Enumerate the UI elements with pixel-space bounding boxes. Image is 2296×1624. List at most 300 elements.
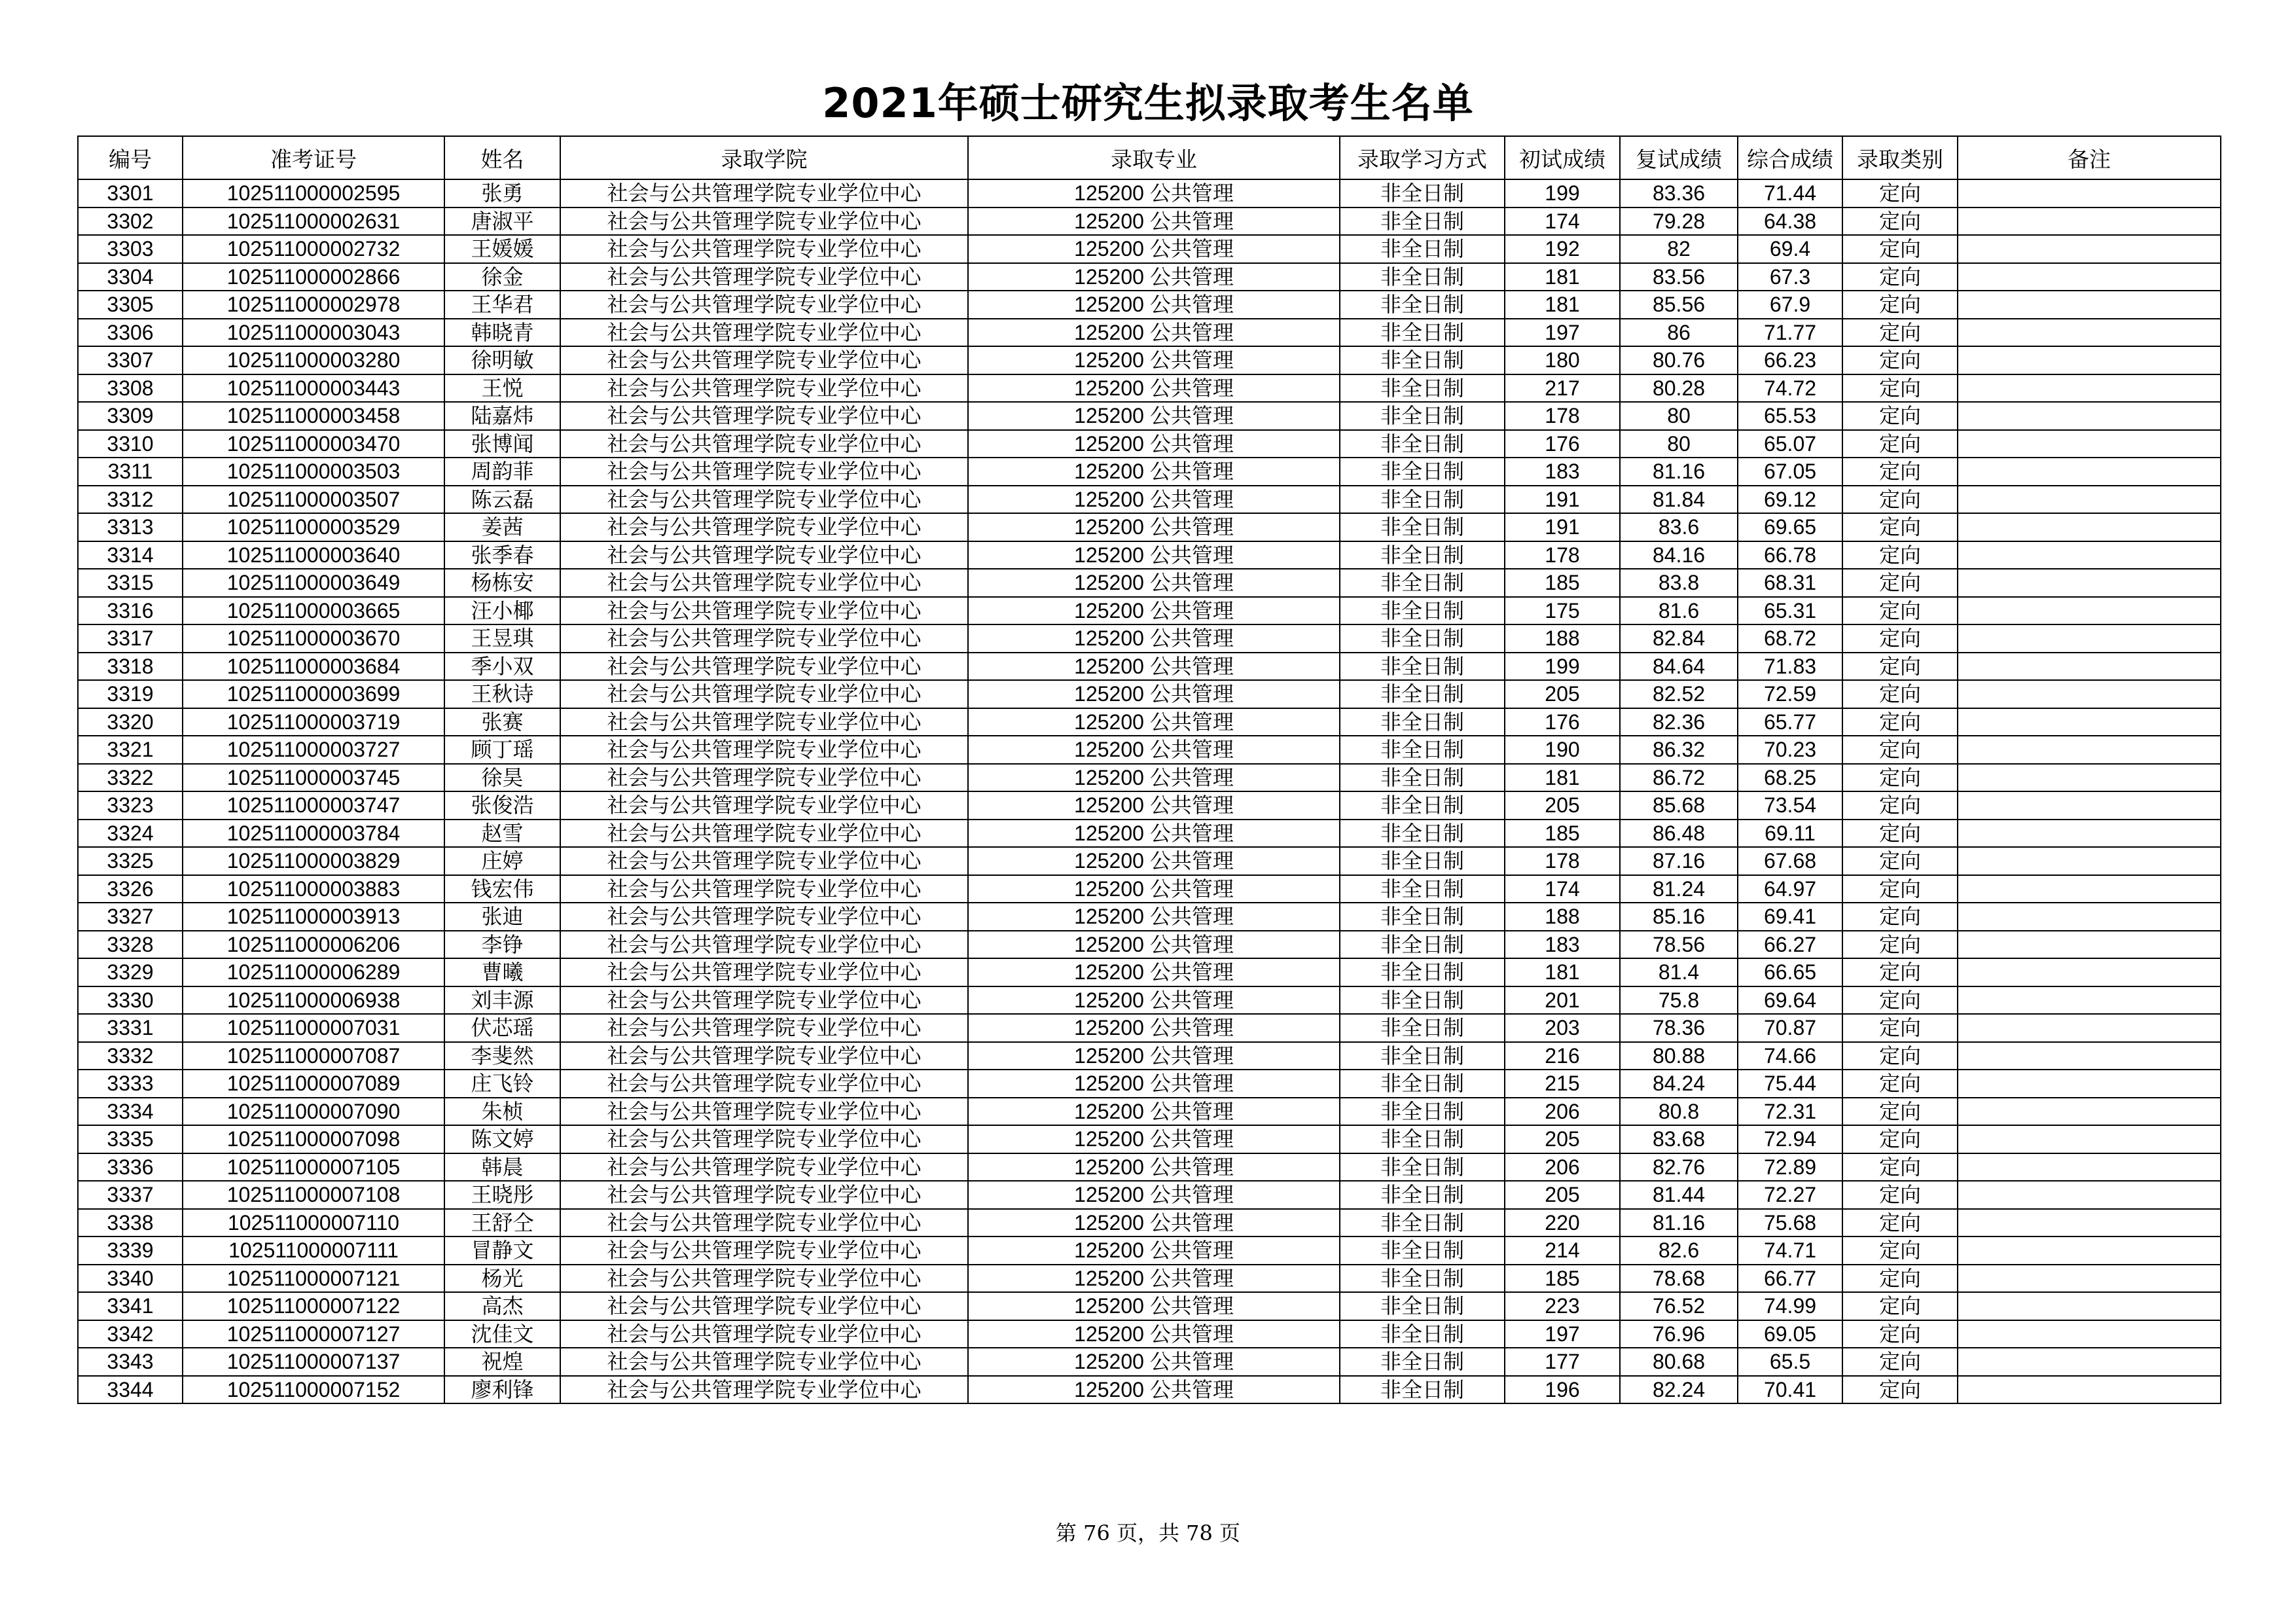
admission-table xyxy=(77,135,2221,1404)
cell-major: 125200 公共管理 xyxy=(968,1320,1340,1348)
cell-major: 125200 公共管理 xyxy=(968,1209,1340,1237)
cell-exam-id: 102511000006938 xyxy=(183,986,444,1015)
cell-initial-score: 183 xyxy=(1505,931,1620,959)
table-row xyxy=(78,291,2221,319)
cell-initial-score: 206 xyxy=(1505,1098,1620,1126)
cell-remarks xyxy=(1958,1181,2221,1209)
cell-exam-id: 102511000003649 xyxy=(183,569,444,597)
cell-college: 社会与公共管理学院专业学位中心 xyxy=(560,1265,968,1293)
cell-major: 125200 公共管理 xyxy=(968,263,1340,291)
table-row xyxy=(78,430,2221,458)
cell-category: 定向 xyxy=(1842,1236,1958,1265)
cell-exam-id: 102511000007111 xyxy=(183,1236,444,1265)
cell-number: 3307 xyxy=(78,346,183,374)
table-row xyxy=(78,374,2221,403)
cell-exam-id: 102511000003443 xyxy=(183,374,444,403)
cell-remarks xyxy=(1958,402,2221,430)
cell-name: 高杰 xyxy=(444,1292,560,1320)
cell-college: 社会与公共管理学院专业学位中心 xyxy=(560,958,968,986)
cell-remarks xyxy=(1958,458,2221,486)
cell-name: 顾丁瑶 xyxy=(444,736,560,764)
cell-retest-score: 81.6 xyxy=(1620,597,1738,625)
cell-category: 定向 xyxy=(1842,847,1958,875)
cell-study-mode: 非全日制 xyxy=(1340,458,1505,486)
cell-exam-id: 102511000003507 xyxy=(183,486,444,514)
cell-college: 社会与公共管理学院专业学位中心 xyxy=(560,1042,968,1070)
table-row xyxy=(78,958,2221,986)
cell-remarks xyxy=(1958,513,2221,541)
cell-number: 3314 xyxy=(78,541,183,569)
table-row xyxy=(78,847,2221,875)
cell-initial-score: 190 xyxy=(1505,736,1620,764)
cell-number: 3309 xyxy=(78,402,183,430)
cell-name: 钱宏伟 xyxy=(444,875,560,903)
cell-name: 沈佳文 xyxy=(444,1320,560,1348)
cell-name: 张迪 xyxy=(444,903,560,931)
cell-total-score: 64.97 xyxy=(1738,875,1842,903)
cell-retest-score: 82.24 xyxy=(1620,1376,1738,1404)
cell-name: 季小双 xyxy=(444,653,560,681)
cell-name: 陈云磊 xyxy=(444,486,560,514)
cell-major: 125200 公共管理 xyxy=(968,541,1340,569)
cell-category: 定向 xyxy=(1842,764,1958,792)
cell-study-mode: 非全日制 xyxy=(1340,541,1505,569)
column-header-college: 录取学院 xyxy=(560,136,968,179)
cell-total-score: 72.27 xyxy=(1738,1181,1842,1209)
cell-retest-score: 80.8 xyxy=(1620,1098,1738,1126)
cell-retest-score: 80.88 xyxy=(1620,1042,1738,1070)
cell-college: 社会与公共管理学院专业学位中心 xyxy=(560,1376,968,1404)
cell-name: 张博闻 xyxy=(444,430,560,458)
cell-major: 125200 公共管理 xyxy=(968,875,1340,903)
cell-exam-id: 102511000003745 xyxy=(183,764,444,792)
cell-name: 王媛媛 xyxy=(444,235,560,263)
cell-retest-score: 76.52 xyxy=(1620,1292,1738,1320)
cell-initial-score: 188 xyxy=(1505,903,1620,931)
cell-college: 社会与公共管理学院专业学位中心 xyxy=(560,764,968,792)
cell-college: 社会与公共管理学院专业学位中心 xyxy=(560,208,968,236)
cell-category: 定向 xyxy=(1842,263,1958,291)
cell-exam-id: 102511000003719 xyxy=(183,708,444,736)
cell-remarks xyxy=(1958,1265,2221,1293)
cell-remarks xyxy=(1958,680,2221,708)
cell-study-mode: 非全日制 xyxy=(1340,847,1505,875)
cell-category: 定向 xyxy=(1842,653,1958,681)
cell-total-score: 65.53 xyxy=(1738,402,1842,430)
cell-college: 社会与公共管理学院专业学位中心 xyxy=(560,569,968,597)
cell-major: 125200 公共管理 xyxy=(968,986,1340,1015)
cell-exam-id: 102511000003829 xyxy=(183,847,444,875)
cell-initial-score: 199 xyxy=(1505,179,1620,208)
cell-remarks xyxy=(1958,235,2221,263)
cell-retest-score: 81.4 xyxy=(1620,958,1738,986)
cell-initial-score: 178 xyxy=(1505,847,1620,875)
table-row xyxy=(78,179,2221,208)
cell-remarks xyxy=(1958,736,2221,764)
cell-study-mode: 非全日制 xyxy=(1340,903,1505,931)
cell-remarks xyxy=(1958,430,2221,458)
cell-remarks xyxy=(1958,1376,2221,1404)
cell-study-mode: 非全日制 xyxy=(1340,958,1505,986)
cell-remarks xyxy=(1958,847,2221,875)
cell-category: 定向 xyxy=(1842,1125,1958,1153)
cell-major: 125200 公共管理 xyxy=(968,1125,1340,1153)
cell-remarks xyxy=(1958,263,2221,291)
table-row xyxy=(78,1236,2221,1265)
cell-name: 曹曦 xyxy=(444,958,560,986)
cell-study-mode: 非全日制 xyxy=(1340,1236,1505,1265)
cell-college: 社会与公共管理学院专业学位中心 xyxy=(560,931,968,959)
cell-major: 125200 公共管理 xyxy=(968,1292,1340,1320)
cell-study-mode: 非全日制 xyxy=(1340,486,1505,514)
cell-number: 3320 xyxy=(78,708,183,736)
cell-number: 3343 xyxy=(78,1348,183,1376)
cell-college: 社会与公共管理学院专业学位中心 xyxy=(560,1098,968,1126)
cell-exam-id: 102511000007105 xyxy=(183,1153,444,1182)
cell-initial-score: 181 xyxy=(1505,263,1620,291)
cell-remarks xyxy=(1958,346,2221,374)
cell-retest-score: 84.16 xyxy=(1620,541,1738,569)
cell-exam-id: 102511000007089 xyxy=(183,1070,444,1098)
cell-name: 庄婷 xyxy=(444,847,560,875)
cell-study-mode: 非全日制 xyxy=(1340,208,1505,236)
cell-remarks xyxy=(1958,1070,2221,1098)
cell-total-score: 65.07 xyxy=(1738,430,1842,458)
cell-study-mode: 非全日制 xyxy=(1340,179,1505,208)
cell-exam-id: 102511000007121 xyxy=(183,1265,444,1293)
table-row xyxy=(78,1209,2221,1237)
cell-initial-score: 180 xyxy=(1505,346,1620,374)
cell-study-mode: 非全日制 xyxy=(1340,1348,1505,1376)
cell-category: 定向 xyxy=(1842,958,1958,986)
cell-total-score: 67.05 xyxy=(1738,458,1842,486)
cell-college: 社会与公共管理学院专业学位中心 xyxy=(560,1125,968,1153)
cell-name: 伏芯瑶 xyxy=(444,1014,560,1042)
cell-exam-id: 102511000003280 xyxy=(183,346,444,374)
cell-number: 3332 xyxy=(78,1042,183,1070)
cell-major: 125200 公共管理 xyxy=(968,903,1340,931)
cell-initial-score: 201 xyxy=(1505,986,1620,1015)
cell-study-mode: 非全日制 xyxy=(1340,1376,1505,1404)
cell-initial-score: 181 xyxy=(1505,958,1620,986)
cell-total-score: 75.44 xyxy=(1738,1070,1842,1098)
table-row xyxy=(78,986,2221,1015)
cell-study-mode: 非全日制 xyxy=(1340,1292,1505,1320)
page-footer: 第 76 页，共 78 页 xyxy=(1055,1521,1241,1545)
cell-total-score: 69.65 xyxy=(1738,513,1842,541)
cell-name: 韩晓青 xyxy=(444,319,560,347)
cell-number: 3315 xyxy=(78,569,183,597)
cell-study-mode: 非全日制 xyxy=(1340,680,1505,708)
cell-name: 陈文婷 xyxy=(444,1125,560,1153)
cell-initial-score: 174 xyxy=(1505,208,1620,236)
cell-exam-id: 102511000007031 xyxy=(183,1014,444,1042)
table-row xyxy=(78,319,2221,347)
cell-total-score: 74.71 xyxy=(1738,1236,1842,1265)
cell-initial-score: 223 xyxy=(1505,1292,1620,1320)
cell-remarks xyxy=(1958,931,2221,959)
cell-name: 徐金 xyxy=(444,263,560,291)
cell-college: 社会与公共管理学院专业学位中心 xyxy=(560,624,968,653)
cell-category: 定向 xyxy=(1842,291,1958,319)
cell-retest-score: 82 xyxy=(1620,235,1738,263)
cell-study-mode: 非全日制 xyxy=(1340,235,1505,263)
cell-exam-id: 102511000007108 xyxy=(183,1181,444,1209)
table-row xyxy=(78,875,2221,903)
cell-college: 社会与公共管理学院专业学位中心 xyxy=(560,736,968,764)
cell-remarks xyxy=(1958,1125,2221,1153)
cell-major: 125200 公共管理 xyxy=(968,402,1340,430)
table-row xyxy=(78,513,2221,541)
cell-college: 社会与公共管理学院专业学位中心 xyxy=(560,1014,968,1042)
cell-total-score: 72.94 xyxy=(1738,1125,1842,1153)
cell-major: 125200 公共管理 xyxy=(968,764,1340,792)
cell-retest-score: 82.6 xyxy=(1620,1236,1738,1265)
cell-category: 定向 xyxy=(1842,569,1958,597)
cell-category: 定向 xyxy=(1842,903,1958,931)
cell-category: 定向 xyxy=(1842,1014,1958,1042)
cell-number: 3327 xyxy=(78,903,183,931)
cell-total-score: 66.77 xyxy=(1738,1265,1842,1293)
table-row xyxy=(78,931,2221,959)
cell-initial-score: 217 xyxy=(1505,374,1620,403)
cell-major: 125200 公共管理 xyxy=(968,1014,1340,1042)
cell-total-score: 69.05 xyxy=(1738,1320,1842,1348)
cell-category: 定向 xyxy=(1842,708,1958,736)
cell-college: 社会与公共管理学院专业学位中心 xyxy=(560,847,968,875)
cell-study-mode: 非全日制 xyxy=(1340,1181,1505,1209)
cell-major: 125200 公共管理 xyxy=(968,680,1340,708)
cell-category: 定向 xyxy=(1842,1042,1958,1070)
column-header-study-mode: 录取学习方式 xyxy=(1340,136,1505,179)
table-row xyxy=(78,597,2221,625)
table-row xyxy=(78,235,2221,263)
cell-retest-score: 80.76 xyxy=(1620,346,1738,374)
table-row xyxy=(78,736,2221,764)
cell-college: 社会与公共管理学院专业学位中心 xyxy=(560,263,968,291)
cell-total-score: 74.99 xyxy=(1738,1292,1842,1320)
cell-retest-score: 86.72 xyxy=(1620,764,1738,792)
cell-total-score: 69.12 xyxy=(1738,486,1842,514)
cell-major: 125200 公共管理 xyxy=(968,1376,1340,1404)
cell-exam-id: 102511000002595 xyxy=(183,179,444,208)
cell-total-score: 68.72 xyxy=(1738,624,1842,653)
cell-total-score: 70.87 xyxy=(1738,1014,1842,1042)
cell-category: 定向 xyxy=(1842,486,1958,514)
cell-initial-score: 176 xyxy=(1505,430,1620,458)
cell-study-mode: 非全日制 xyxy=(1340,1320,1505,1348)
table-row xyxy=(78,680,2221,708)
cell-number: 3333 xyxy=(78,1070,183,1098)
cell-college: 社会与公共管理学院专业学位中心 xyxy=(560,541,968,569)
cell-name: 王舒仝 xyxy=(444,1209,560,1237)
cell-total-score: 68.25 xyxy=(1738,764,1842,792)
table-row xyxy=(78,791,2221,820)
cell-number: 3341 xyxy=(78,1292,183,1320)
cell-total-score: 74.72 xyxy=(1738,374,1842,403)
cell-category: 定向 xyxy=(1842,1292,1958,1320)
cell-retest-score: 83.36 xyxy=(1620,179,1738,208)
cell-college: 社会与公共管理学院专业学位中心 xyxy=(560,903,968,931)
cell-remarks xyxy=(1958,1153,2221,1182)
cell-remarks xyxy=(1958,1098,2221,1126)
cell-name: 王昱琪 xyxy=(444,624,560,653)
cell-category: 定向 xyxy=(1842,346,1958,374)
cell-exam-id: 102511000003883 xyxy=(183,875,444,903)
cell-college: 社会与公共管理学院专业学位中心 xyxy=(560,1348,968,1376)
cell-college: 社会与公共管理学院专业学位中心 xyxy=(560,1320,968,1348)
cell-category: 定向 xyxy=(1842,235,1958,263)
cell-college: 社会与公共管理学院专业学位中心 xyxy=(560,791,968,820)
cell-college: 社会与公共管理学院专业学位中心 xyxy=(560,1209,968,1237)
cell-major: 125200 公共管理 xyxy=(968,513,1340,541)
cell-category: 定向 xyxy=(1842,875,1958,903)
cell-initial-score: 185 xyxy=(1505,820,1620,848)
cell-initial-score: 192 xyxy=(1505,235,1620,263)
cell-exam-id: 102511000003727 xyxy=(183,736,444,764)
cell-major: 125200 公共管理 xyxy=(968,1042,1340,1070)
cell-college: 社会与公共管理学院专业学位中心 xyxy=(560,179,968,208)
cell-major: 125200 公共管理 xyxy=(968,235,1340,263)
table-row xyxy=(78,708,2221,736)
cell-name: 廖利锋 xyxy=(444,1376,560,1404)
cell-exam-id: 102511000003784 xyxy=(183,820,444,848)
cell-number: 3338 xyxy=(78,1209,183,1237)
cell-retest-score: 79.28 xyxy=(1620,208,1738,236)
cell-retest-score: 81.16 xyxy=(1620,1209,1738,1237)
cell-major: 125200 公共管理 xyxy=(968,374,1340,403)
cell-major: 125200 公共管理 xyxy=(968,847,1340,875)
cell-initial-score: 197 xyxy=(1505,1320,1620,1348)
column-header-major: 录取专业 xyxy=(968,136,1340,179)
cell-exam-id: 102511000002631 xyxy=(183,208,444,236)
cell-major: 125200 公共管理 xyxy=(968,624,1340,653)
cell-number: 3336 xyxy=(78,1153,183,1182)
cell-exam-id: 102511000003529 xyxy=(183,513,444,541)
table-row xyxy=(78,903,2221,931)
table-row xyxy=(78,1098,2221,1126)
cell-study-mode: 非全日制 xyxy=(1340,931,1505,959)
cell-college: 社会与公共管理学院专业学位中心 xyxy=(560,346,968,374)
cell-number: 3330 xyxy=(78,986,183,1015)
cell-study-mode: 非全日制 xyxy=(1340,624,1505,653)
cell-category: 定向 xyxy=(1842,1098,1958,1126)
cell-category: 定向 xyxy=(1842,430,1958,458)
table-header-row xyxy=(78,136,2221,179)
cell-exam-id: 102511000003470 xyxy=(183,430,444,458)
cell-exam-id: 102511000003043 xyxy=(183,319,444,347)
cell-remarks xyxy=(1958,208,2221,236)
cell-college: 社会与公共管理学院专业学位中心 xyxy=(560,1292,968,1320)
cell-total-score: 65.5 xyxy=(1738,1348,1842,1376)
cell-college: 社会与公共管理学院专业学位中心 xyxy=(560,680,968,708)
cell-retest-score: 82.36 xyxy=(1620,708,1738,736)
cell-study-mode: 非全日制 xyxy=(1340,764,1505,792)
cell-college: 社会与公共管理学院专业学位中心 xyxy=(560,708,968,736)
table-row xyxy=(78,820,2221,848)
cell-college: 社会与公共管理学院专业学位中心 xyxy=(560,291,968,319)
cell-retest-score: 81.44 xyxy=(1620,1181,1738,1209)
cell-category: 定向 xyxy=(1842,1209,1958,1237)
column-header-name: 姓名 xyxy=(444,136,560,179)
cell-name: 唐淑平 xyxy=(444,208,560,236)
cell-number: 3322 xyxy=(78,764,183,792)
cell-study-mode: 非全日制 xyxy=(1340,986,1505,1015)
cell-exam-id: 102511000007087 xyxy=(183,1042,444,1070)
cell-name: 王秋诗 xyxy=(444,680,560,708)
cell-remarks xyxy=(1958,597,2221,625)
cell-total-score: 69.41 xyxy=(1738,903,1842,931)
cell-name: 朱桢 xyxy=(444,1098,560,1126)
cell-remarks xyxy=(1958,708,2221,736)
cell-exam-id: 102511000002866 xyxy=(183,263,444,291)
cell-initial-score: 185 xyxy=(1505,1265,1620,1293)
cell-study-mode: 非全日制 xyxy=(1340,1125,1505,1153)
column-header-total-score: 综合成绩 xyxy=(1738,136,1842,179)
cell-study-mode: 非全日制 xyxy=(1340,1014,1505,1042)
cell-category: 定向 xyxy=(1842,1348,1958,1376)
cell-number: 3321 xyxy=(78,736,183,764)
cell-total-score: 71.77 xyxy=(1738,319,1842,347)
cell-retest-score: 81.24 xyxy=(1620,875,1738,903)
table-row xyxy=(78,1348,2221,1376)
cell-study-mode: 非全日制 xyxy=(1340,736,1505,764)
cell-study-mode: 非全日制 xyxy=(1340,291,1505,319)
cell-college: 社会与公共管理学院专业学位中心 xyxy=(560,458,968,486)
cell-number: 3335 xyxy=(78,1125,183,1153)
cell-category: 定向 xyxy=(1842,1376,1958,1404)
cell-initial-score: 220 xyxy=(1505,1209,1620,1237)
cell-name: 张赛 xyxy=(444,708,560,736)
cell-initial-score: 216 xyxy=(1505,1042,1620,1070)
cell-retest-score: 85.56 xyxy=(1620,291,1738,319)
cell-remarks xyxy=(1958,903,2221,931)
cell-initial-score: 205 xyxy=(1505,791,1620,820)
cell-major: 125200 公共管理 xyxy=(968,208,1340,236)
cell-college: 社会与公共管理学院专业学位中心 xyxy=(560,402,968,430)
cell-retest-score: 83.8 xyxy=(1620,569,1738,597)
cell-college: 社会与公共管理学院专业学位中心 xyxy=(560,374,968,403)
cell-exam-id: 102511000003503 xyxy=(183,458,444,486)
cell-exam-id: 102511000002732 xyxy=(183,235,444,263)
cell-name: 王华君 xyxy=(444,291,560,319)
cell-total-score: 65.31 xyxy=(1738,597,1842,625)
cell-number: 3337 xyxy=(78,1181,183,1209)
cell-number: 3318 xyxy=(78,653,183,681)
cell-remarks xyxy=(1958,653,2221,681)
cell-category: 定向 xyxy=(1842,1070,1958,1098)
cell-category: 定向 xyxy=(1842,791,1958,820)
cell-retest-score: 86.48 xyxy=(1620,820,1738,848)
cell-college: 社会与公共管理学院专业学位中心 xyxy=(560,430,968,458)
cell-study-mode: 非全日制 xyxy=(1340,653,1505,681)
cell-name: 王悦 xyxy=(444,374,560,403)
cell-number: 3312 xyxy=(78,486,183,514)
cell-retest-score: 82.52 xyxy=(1620,680,1738,708)
cell-category: 定向 xyxy=(1842,541,1958,569)
cell-remarks xyxy=(1958,1320,2221,1348)
cell-remarks xyxy=(1958,875,2221,903)
table-row xyxy=(78,458,2221,486)
cell-number: 3306 xyxy=(78,319,183,347)
cell-number: 3311 xyxy=(78,458,183,486)
cell-college: 社会与公共管理学院专业学位中心 xyxy=(560,319,968,347)
cell-exam-id: 102511000007098 xyxy=(183,1125,444,1153)
cell-exam-id: 102511000007127 xyxy=(183,1320,444,1348)
cell-major: 125200 公共管理 xyxy=(968,1153,1340,1182)
cell-name: 姜茜 xyxy=(444,513,560,541)
table-row xyxy=(78,1320,2221,1348)
